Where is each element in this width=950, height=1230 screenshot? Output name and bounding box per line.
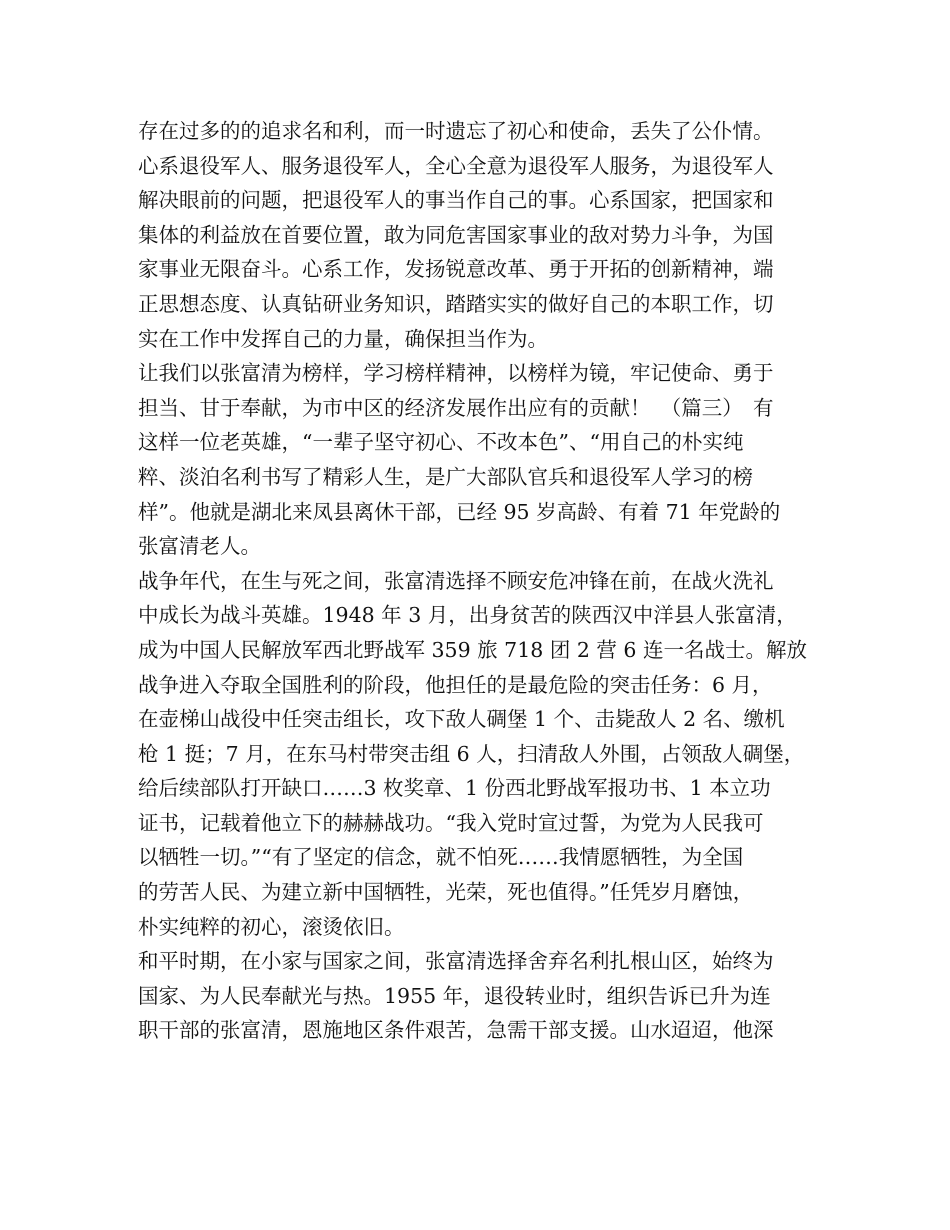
text-line: 在壶梯山战役中任突击组长，攻下敌人碉堡 1 个、击毙敌人 2 名、缴机	[138, 707, 785, 732]
body-text	[138, 114, 818, 1048]
text-line: 成为中国人民解放军西北野战军 359 旅 718 团 2 营 6 连一名战士。解放	[138, 637, 807, 662]
text-line: 战争进入夺取全国胜利的阶段，他担任的是最危险的突击任务：6 月，	[138, 672, 773, 697]
text-line: 朴实纯粹的初心，滚烫依旧。	[138, 914, 405, 939]
text-line: 国家、为人民奉献光与热。1955 年，退役转业时，组织告诉已升为连	[138, 983, 771, 1008]
text-line: 心系退役军人、服务退役军人，全心全意为退役军人服务，为退役军人	[138, 153, 774, 178]
text-line: 以牺牲一切。”“有了坚定的信念，就不怕死……我情愿牺牲，为全国	[138, 845, 744, 870]
text-line: 的劳苦人民、为建立新中国牺牲，光荣，死也值得。”任凭岁月磨蚀，	[138, 880, 754, 905]
text-line: 担当、甘于奉献，为市中区的经济发展作出应有的贡献！ （篇三） 有	[138, 395, 774, 420]
text-line: 正思想态度、认真钻研业务知识，踏踏实实的做好自己的本职工作，切	[138, 291, 774, 316]
text-line: 集体的利益放在首要位置，敢为同危害国家事业的敌对势力斗争，为国	[138, 222, 774, 247]
text-line: 枪 1 挺；7 月，在东马村带突击组 6 人，扫清敌人外围，占领敌人碉堡，	[138, 741, 805, 766]
text-line: 这样一位老英雄，“一辈子坚守初心、不改本色”、“用自己的朴实纯	[138, 430, 744, 455]
text-line: 解决眼前的问题，把退役军人的事当作自己的事。心系国家，把国家和	[138, 188, 774, 213]
text-line: 战争年代，在生与死之间，张富清选择不顾安危冲锋在前，在战火洗礼	[138, 568, 774, 593]
text-line: 职干部的张富清，恩施地区条件艰苦，急需干部支援。山水迢迢，他深	[138, 1018, 774, 1043]
text-line: 让我们以张富清为榜样，学习榜样精神，以榜样为镜，牢记使命、勇于	[138, 361, 774, 386]
text-line: 和平时期，在小家与国家之间，张富清选择舍弃名利扎根山区，始终为	[138, 949, 774, 974]
text-line: 给后续部队打开缺口……3 枚奖章、1 份西北野战军报功书、1 本立功	[138, 776, 771, 801]
text-line: 中成长为战斗英雄。1948 年 3 月，出身贫苦的陕西汉中洋县人张富清，	[138, 603, 797, 628]
text-line: 证书，记载着他立下的赫赫战功。“我入党时宣过誓，为党为人民我可	[138, 810, 764, 835]
text-line: 样”。他就是湖北来凤县离休干部，已经 95 岁高龄、有着 71 年党龄的	[138, 499, 781, 524]
text-line: 粹、淡泊名利书写了精彩人生，是广大部队官兵和退役军人学习的榜	[138, 464, 753, 489]
text-line: 家事业无限奋斗。心系工作，发扬锐意改革、勇于开拓的创新精神，端	[138, 257, 774, 282]
text-line: 张富清老人。	[138, 534, 261, 559]
text-line: 实在工作中发挥自己的力量，确保担当作为。	[138, 326, 548, 351]
text-line: 存在过多的的追求名和利，而一时遗忘了初心和使命，丢失了公仆情。	[138, 119, 774, 143]
